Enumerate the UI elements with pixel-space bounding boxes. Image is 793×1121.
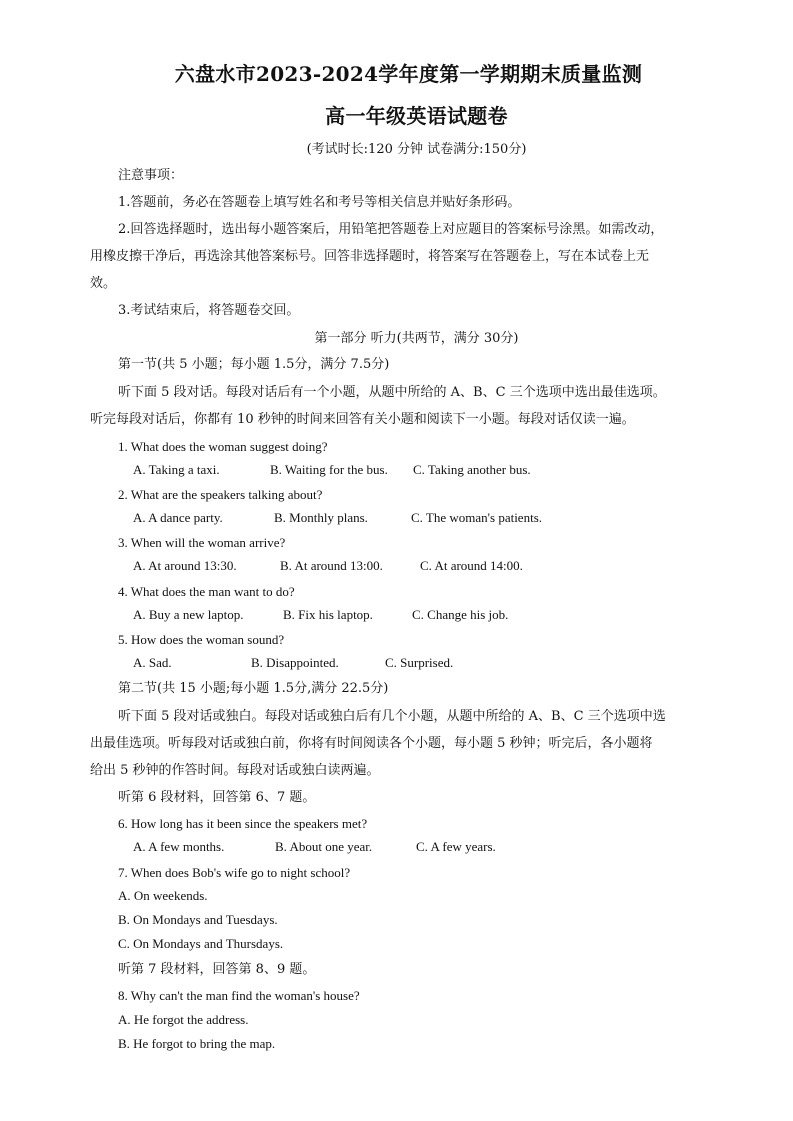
note-2-line-3: 效。 bbox=[90, 276, 117, 291]
notes-heading: 注意事项： bbox=[118, 168, 184, 183]
question-7-option-b: B. On Mondays and Tuesdays. bbox=[118, 912, 278, 927]
question-8-option-a: A. He forgot the address. bbox=[118, 1012, 249, 1027]
question-7-stem: 7. When does Bob's wife go to night school? bbox=[118, 865, 351, 880]
question-4-stem: 4. What does the man want to do? bbox=[118, 584, 295, 599]
question-8-option-b: B. He forgot to bring the map. bbox=[118, 1036, 276, 1051]
question-3-option-c: C. At around 14:00. bbox=[420, 558, 523, 573]
question-2-option-c: C. The woman's patients. bbox=[411, 510, 543, 525]
question-5-stem: 5. How does the woman sound? bbox=[118, 632, 285, 647]
section1-instruction-line-1: 听下面 5 段对话。每段对话后有一个小题，从题中所给的 A、B、C 三个选项中选出最佳选项。 bbox=[118, 385, 666, 400]
question-1-option-b: B. Waiting for the bus. bbox=[270, 462, 388, 477]
section2-instruction-line-3: 给出 5 秒钟的作答时间。每段对话或独白读两遍。 bbox=[90, 763, 380, 778]
question-2-option-a: A. A dance party. bbox=[133, 510, 223, 525]
question-3-option-a: A. At around 13:30. bbox=[133, 558, 237, 573]
question-8-stem: 8. Why can't the man find the woman's house? bbox=[118, 988, 360, 1003]
question-7-option-a: A. On weekends. bbox=[118, 888, 208, 903]
question-6-option-c: C. A few years. bbox=[416, 839, 496, 854]
question-6-option-b: B. About one year. bbox=[275, 839, 373, 854]
question-6-option-a: A. A few months. bbox=[133, 839, 225, 854]
note-1: 1.答题前，务必在答题卷上填写姓名和考号等相关信息并贴好条形码。 bbox=[118, 195, 521, 210]
question-1-option-c: C. Taking another bus. bbox=[413, 462, 531, 477]
material-7-instruction: 听第 7 段材料，回答第 8、9 题。 bbox=[118, 962, 316, 977]
section2-instruction-line-1: 听下面 5 段对话或独白。每段对话或独白后有几个小题，从题中所给的 A、B、C 三个选项中选 bbox=[118, 709, 666, 724]
note-2-line-2: 用橡皮擦干净后，再选涂其他答案标号。回答非选择题时，将答案写在答题卷上，写在本试卷上无 bbox=[90, 249, 650, 264]
question-7-option-c: C. On Mondays and Thursdays. bbox=[118, 936, 284, 951]
question-4-option-c: C. Change his job. bbox=[412, 607, 509, 622]
section2-heading: 第二节(共 15 小题;每小题 1.5分,满分 22.5分) bbox=[118, 681, 389, 696]
section1-instruction-line-2: 听完每段对话后，你都有 10 秒钟的时间来回答有关小题和阅读下一小题。每段对话仅读一遍。 bbox=[90, 412, 635, 427]
question-5-option-b: B. Disappointed. bbox=[251, 655, 339, 670]
part1-heading: 第一部分 听力(共两节，满分 30分) bbox=[314, 331, 519, 346]
question-5-option-a: A. Sad. bbox=[133, 655, 172, 670]
exam-subtitle: 高一年级英语试题卷 bbox=[325, 104, 508, 128]
note-2-line-1: 2.回答选择题时，选出每小题答案后，用铅笔把答题卷上对应题目的答案标号涂黑。如需改动， bbox=[118, 222, 664, 237]
note-3: 3.考试结束后，将答题卷交回。 bbox=[118, 303, 300, 318]
section2-instruction-line-2: 出最佳选项。听每段对话或独白前，你将有时间阅读各个小题，每小题 5 秒钟；听完后，各小题将 bbox=[90, 736, 653, 751]
section1-heading: 第一节(共 5 小题；每小题 1.5分，满分 7.5分) bbox=[118, 357, 390, 372]
question-6-stem: 6. How long has it been since the speakers met? bbox=[118, 816, 368, 831]
question-5-option-c: C. Surprised. bbox=[385, 655, 454, 670]
question-3-stem: 3. When will the woman arrive? bbox=[118, 535, 286, 550]
question-1-option-a: A. Taking a taxi. bbox=[133, 462, 220, 477]
question-1-stem: 1. What does the woman suggest doing? bbox=[118, 439, 328, 454]
material-6-instruction: 听第 6 段材料，回答第 6、7 题。 bbox=[118, 790, 316, 805]
question-3-option-b: B. At around 13:00. bbox=[280, 558, 383, 573]
question-2-stem: 2. What are the speakers talking about? bbox=[118, 487, 323, 502]
question-4-option-a: A. Buy a new laptop. bbox=[133, 607, 244, 622]
question-2-option-b: B. Monthly plans. bbox=[274, 510, 368, 525]
exam-info: (考试时长:120 分钟 试卷满分:150分) bbox=[306, 142, 527, 157]
exam-title: 六盘水市2023-2024学年度第一学期期末质量监测 bbox=[174, 62, 643, 86]
question-4-option-b: B. Fix his laptop. bbox=[283, 607, 373, 622]
